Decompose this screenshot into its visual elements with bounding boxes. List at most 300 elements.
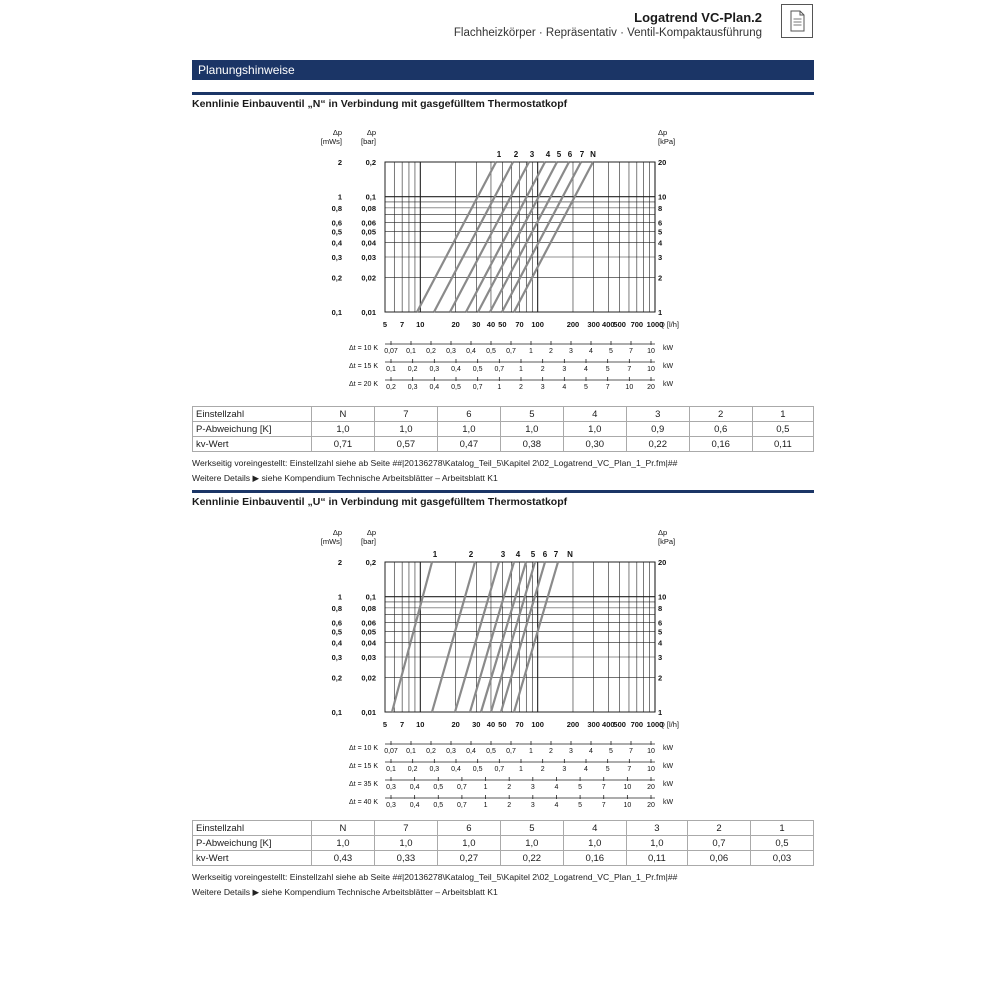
heat-scale-tick-label: 7 [601, 784, 606, 791]
curve-label: N [567, 550, 573, 559]
curve-label: 2 [468, 550, 474, 559]
tick-label-bar: 0,01 [361, 708, 376, 717]
table-cell: 0,43 [312, 851, 375, 866]
curve-label: 7 [553, 550, 559, 559]
heat-scale-tick-label: 0,3 [407, 384, 418, 391]
table-cell: 0,27 [437, 851, 500, 866]
tick-label-kpa: 8 [658, 603, 663, 613]
heat-scale-tick-label: 0,07 [384, 748, 398, 755]
tick-label-q: 300 [587, 720, 600, 729]
table-cell: 0,5 [752, 422, 813, 437]
heat-scale-tick-label: 5 [578, 784, 583, 791]
tick-label-q: 700 [630, 320, 644, 329]
heat-scale-tick-label: 0,4 [451, 766, 461, 773]
tick-label-q: 20 [451, 320, 460, 329]
table-cell: 1,0 [500, 836, 563, 851]
table-cell: 0,03 [750, 851, 813, 866]
heat-scale-tick-label: 0,7 [457, 802, 467, 809]
tick-label-kpa: 3 [658, 252, 663, 262]
heat-scale-tick-label: 0,7 [506, 348, 516, 355]
curve-label: 5 [530, 550, 536, 559]
tick-label-q: 200 [566, 720, 580, 729]
heat-scale-tick-label: 0,2 [426, 348, 436, 355]
heat-scale-tick-label: 2 [549, 748, 553, 755]
tick-label-q: 40 [486, 720, 496, 729]
tick-label-kpa: 8 [658, 203, 663, 213]
table-cell: 0,47 [437, 437, 500, 452]
tick-label-q: 500 [613, 720, 626, 729]
heat-scale-tick-label: 0,5 [433, 802, 444, 809]
curve-label: 6 [542, 550, 548, 559]
heat-scale-unit: kW [663, 381, 674, 388]
heat-scale-tick-label: 3 [540, 384, 545, 391]
heat-scale-tick-label: 0,1 [406, 348, 416, 355]
curve-line [432, 562, 475, 712]
heat-scale-label: Δt = 40 K [349, 799, 378, 806]
curve-label: N [590, 150, 596, 159]
axis-header: Δp [658, 528, 668, 537]
curve-label: 1 [432, 550, 438, 559]
tick-label-q: 7 [400, 320, 405, 329]
curve-label: 2 [513, 150, 519, 159]
heat-scale-tick-label: 5 [609, 348, 613, 355]
document-title: Logatrend VC-Plan.2 [634, 10, 762, 25]
table-cell: 1,0 [374, 836, 437, 851]
heat-scale-tick-label: 0,3 [429, 366, 440, 373]
chart-1-table [192, 406, 814, 452]
heat-scale-tick-label: 20 [647, 784, 655, 791]
tick-label-q: 10 [416, 720, 425, 729]
table-cell: 4 [563, 407, 626, 422]
table-cell: 3 [626, 407, 689, 422]
heat-scale-tick-label: 7 [601, 802, 606, 809]
table-row [193, 407, 814, 422]
table-cell: 1 [750, 821, 813, 836]
heat-scale-tick-label: 7 [627, 366, 632, 373]
heat-scale-tick-label: 1 [529, 748, 533, 755]
tick-label-q: 100 [531, 720, 544, 729]
tick-label-bar: 0,04 [361, 638, 376, 648]
tick-label-q: 70 [515, 720, 524, 729]
tick-label-kpa: 5 [658, 627, 663, 637]
heat-scale-tick-label: 0,5 [433, 784, 444, 791]
table-cell: 0,57 [374, 437, 437, 452]
heat-scale-tick-label: 0,4 [409, 784, 420, 791]
heat-scale-tick-label: 0,4 [409, 802, 420, 809]
table-cell: 7 [374, 407, 437, 422]
heat-scale-tick-label: 5 [584, 384, 588, 391]
table-cell: 1,0 [312, 836, 375, 851]
heat-scale-tick-label: 2 [519, 384, 523, 391]
heat-scale-tick-label: 3 [569, 748, 573, 755]
tick-label-mws: 1 [337, 592, 342, 602]
curve-line [491, 562, 535, 712]
heat-scale-label: Δt = 10 K [349, 745, 378, 752]
heat-scale-tick-label: 0,5 [486, 748, 496, 755]
heat-scale-tick-label: 0,5 [472, 766, 483, 773]
heat-scale-tick-label: 10 [647, 366, 655, 373]
heat-scale-tick-label: 0,2 [386, 384, 396, 391]
axis-header: Δp [658, 128, 668, 137]
heat-scale-tick-label: 0,3 [446, 748, 456, 755]
heat-scale-tick-label: 0,7 [472, 384, 483, 391]
table-cell: 3 [626, 821, 687, 836]
curve-label: 3 [500, 550, 506, 559]
heat-scale-tick-label: 0,2 [426, 748, 436, 755]
tick-label-mws: 0,8 [331, 603, 342, 613]
table-row-label: P-Abweichung [K] [193, 836, 312, 851]
table-cell: 1,0 [563, 836, 626, 851]
heat-scale-tick-label: 0,5 [486, 348, 496, 355]
table-cell: 0,33 [374, 851, 437, 866]
heat-scale-tick-label: 0,3 [386, 802, 396, 809]
tick-label-bar: 0,02 [361, 273, 376, 283]
table-row [193, 836, 814, 851]
heat-scale-tick-label: 0,4 [466, 748, 476, 755]
tick-label-bar: 0,08 [361, 603, 376, 613]
heat-scale-tick-label: 10 [623, 784, 632, 791]
tick-label-bar: 0,01 [361, 308, 376, 317]
tick-label-kpa: 2 [658, 273, 663, 283]
table-cell: 0,30 [563, 437, 626, 452]
table-cell: 1,0 [437, 836, 500, 851]
heat-scale-tick-label: 20 [647, 802, 655, 809]
table-cell: 5 [500, 407, 563, 422]
heat-scale-unit: kW [663, 763, 674, 770]
heat-scale-tick-label: 0,2 [407, 366, 418, 373]
heat-scale-tick-label: 7 [629, 348, 633, 355]
curve-line [392, 562, 432, 712]
heat-scale-tick-label: 10 [647, 766, 655, 773]
chart-2-note-details: Weitere Details ▶ siehe Kompendium Technische Arbeitsblätter – Arbeitsblatt K1 [192, 887, 498, 897]
table-cell: 0,5 [750, 836, 813, 851]
heat-scale-unit: kW [663, 781, 674, 788]
tick-label-bar: 0,05 [361, 627, 376, 637]
tick-label-bar: 0,1 [365, 192, 376, 202]
tick-label-mws: 0,1 [331, 708, 342, 717]
table-row-label: kv-Wert [193, 851, 312, 866]
table-cell: 0,06 [687, 851, 750, 866]
table-cell: 2 [689, 407, 752, 422]
tick-label-kpa: 10 [658, 192, 667, 202]
tick-label-q: 40 [486, 320, 496, 329]
heat-scale-tick-label: 0,5 [451, 384, 461, 391]
tick-label-q: 200 [566, 320, 580, 329]
table-cell: 1,0 [626, 836, 687, 851]
table-cell: 1,0 [374, 422, 437, 437]
axis-header: [bar] [360, 537, 376, 546]
heat-scale-tick-label: 0,07 [384, 348, 398, 355]
heat-scale-tick-label: 0,7 [494, 366, 505, 373]
curve-line [417, 162, 496, 312]
heat-scale-unit: kW [663, 345, 674, 352]
heat-scale-unit: kW [663, 745, 674, 752]
heat-scale-tick-label: 1 [483, 784, 488, 791]
tick-label-q: 500 [613, 320, 626, 329]
table-cell: 0,16 [689, 437, 752, 452]
chart-2-diagram [300, 522, 700, 812]
heat-scale-tick-label: 10 [625, 384, 634, 391]
tick-label-bar: 0,04 [361, 238, 376, 248]
axis-header: Δp [366, 128, 376, 137]
chart-2-note-preset: Werkseitig voreingestellt: Einstellzahl siehe ab Seite ##|20136278\Katalog_Teil_5\Kapitel 2\02_Logatrend_VC_Plan_1_Pr.fm|## [192, 872, 678, 882]
tick-label-mws: 0,4 [331, 238, 342, 248]
tick-label-mws: 0,8 [331, 203, 342, 213]
tick-label-kpa: 20 [658, 158, 667, 167]
tick-label-kpa: 5 [658, 227, 663, 237]
table-cell: 7 [374, 821, 437, 836]
tick-label-q: 7 [400, 720, 405, 729]
tick-label-bar: 0,03 [361, 652, 376, 662]
chart-1-note-details: Weitere Details ▶ siehe Kompendium Technische Arbeitsblätter – Arbeitsblatt K1 [192, 473, 498, 483]
heat-scale-tick-label: 0,3 [446, 348, 456, 355]
tick-label-kpa: 4 [658, 638, 663, 648]
document-subtitle: Flachheizkörper · Repräsentativ · Ventil-Kompaktausführung [453, 27, 762, 39]
axis-header: [bar] [360, 137, 376, 146]
table-cell: 1,0 [437, 422, 500, 437]
heat-scale-label: Δt = 15 K [349, 763, 378, 770]
tick-label-q: 300 [587, 320, 600, 329]
heat-scale-tick-label: 10 [647, 348, 655, 355]
chart-1-note-preset: Werkseitig voreingestellt: Einstellzahl siehe ab Seite ##|20136278\Katalog_Teil_5\Kapitel 2\02_Logatrend_VC_Plan_1_Pr.fm|## [192, 458, 678, 468]
table-row [193, 821, 814, 836]
tick-label-kpa: 6 [658, 218, 663, 228]
heat-scale-tick-label: 0,1 [386, 366, 396, 373]
heat-scale-tick-label: 7 [627, 766, 632, 773]
tick-label-mws: 2 [337, 158, 342, 167]
tick-label-kpa: 6 [658, 618, 663, 628]
heat-scale-label: Δt = 10 K [349, 345, 378, 352]
heat-scale-tick-label: 4 [562, 384, 567, 391]
heat-scale-tick-label: 0,4 [451, 366, 461, 373]
heat-scale-unit: kW [663, 363, 674, 370]
table-cell: 0,16 [563, 851, 626, 866]
chart-1-title: Kennlinie Einbauventil „N“ in Verbindung mit gasgefülltem Thermostatkopf [192, 92, 814, 110]
axis-header: [mWs] [320, 137, 342, 146]
chart-frame [385, 162, 655, 312]
tick-label-mws: 0,5 [331, 627, 342, 637]
table-cell: 1,0 [312, 422, 375, 437]
chart-2-title: Kennlinie Einbauventil „U“ in Verbindung mit gasgefülltem Thermostatkopf [192, 490, 814, 508]
curve-label: 3 [529, 150, 535, 159]
table-row-label: Einstellzahl [193, 821, 312, 836]
tick-label-kpa: 1 [658, 308, 663, 317]
table-cell: 0,6 [689, 422, 752, 437]
heat-scale-tick-label: 7 [629, 748, 633, 755]
tick-label-bar: 0,06 [361, 618, 376, 628]
tick-label-q: 5 [382, 320, 388, 329]
heat-scale-tick-label: 10 [647, 748, 655, 755]
curve-line [514, 162, 593, 312]
table-cell: N [312, 407, 375, 422]
tick-label-mws: 0,6 [331, 218, 342, 228]
curve-label: 4 [545, 150, 551, 159]
tick-label-mws: 0,3 [331, 252, 342, 262]
tick-label-kpa: 3 [658, 652, 663, 662]
tick-label-q: 400 [602, 320, 615, 329]
table-cell: 0,9 [626, 422, 689, 437]
heat-scale-tick-label: 4 [584, 766, 588, 773]
heat-scale-tick-label: 3 [569, 348, 573, 355]
tick-label-q: 1000 [646, 720, 664, 729]
heat-scale-tick-label: 0,7 [494, 766, 505, 773]
table-row-label: P-Abweichung [K] [193, 422, 312, 437]
table-cell: 1,0 [563, 422, 626, 437]
table-cell: N [312, 821, 375, 836]
heat-scale-tick-label: 7 [605, 384, 610, 391]
curve-line [514, 562, 558, 712]
document-icon [781, 4, 813, 38]
table-cell: 0,38 [500, 437, 563, 452]
tick-label-kpa: 20 [658, 558, 667, 567]
heat-scale-tick-label: 4 [584, 366, 588, 373]
heat-scale-tick-label: 20 [647, 384, 655, 391]
curve-label: 1 [496, 150, 502, 159]
heat-scale-tick-label: 3 [530, 802, 535, 809]
heat-scale-tick-label: 2 [540, 366, 545, 373]
axis-unit-q: Q [l/h] [659, 720, 680, 729]
section-band: Planungshinweise [192, 60, 814, 80]
table-cell: 6 [437, 407, 500, 422]
table-cell: 5 [500, 821, 563, 836]
heat-scale-tick-label: 3 [562, 366, 567, 373]
heat-scale-tick-label: 5 [605, 766, 610, 773]
heat-scale-label: Δt = 35 K [349, 781, 378, 788]
tick-label-mws: 1 [337, 192, 342, 202]
tick-label-mws: 0,5 [331, 227, 342, 237]
tick-label-q: 70 [515, 320, 524, 329]
heat-scale-tick-label: 0,4 [429, 384, 440, 391]
table-cell: 6 [437, 821, 500, 836]
heat-scale-tick-label: 4 [589, 748, 593, 755]
table-cell: 0,71 [312, 437, 375, 452]
axis-unit-q: Q [l/h] [659, 320, 680, 329]
table-row [193, 437, 814, 452]
tick-label-mws: 0,4 [331, 638, 342, 648]
tick-label-kpa: 10 [658, 592, 667, 602]
tick-label-q: 30 [472, 320, 481, 329]
heat-scale-label: Δt = 20 K [349, 381, 378, 388]
table-row [193, 851, 814, 866]
heat-scale-tick-label: 0,3 [429, 766, 440, 773]
tick-label-kpa: 4 [658, 238, 663, 248]
curve-label: 5 [556, 150, 562, 159]
chart-1-diagram [300, 122, 700, 397]
heat-scale-tick-label: 4 [554, 802, 559, 809]
heat-scale-tick-label: 0,1 [386, 766, 396, 773]
heat-scale-tick-label: 0,7 [506, 748, 516, 755]
tick-label-bar: 0,2 [365, 558, 376, 567]
heat-scale-tick-label: 2 [549, 348, 553, 355]
tick-label-q: 700 [630, 720, 644, 729]
heat-scale-tick-label: 1 [519, 766, 523, 773]
axis-header: Δp [332, 128, 342, 137]
heat-scale-tick-label: 2 [507, 802, 512, 809]
tick-label-mws: 0,2 [331, 673, 342, 683]
heat-scale-tick-label: 5 [605, 366, 610, 373]
table-cell: 1,0 [500, 422, 563, 437]
tick-label-kpa: 1 [658, 708, 663, 717]
axis-header: [kPa] [658, 537, 676, 546]
axis-header: Δp [366, 528, 376, 537]
curve-label: 6 [567, 150, 573, 159]
tick-label-q: 50 [498, 320, 507, 329]
tick-label-mws: 2 [337, 558, 342, 567]
heat-scale-tick-label: 1 [529, 348, 533, 355]
tick-label-bar: 0,03 [361, 252, 376, 262]
tick-label-mws: 0,2 [331, 273, 342, 283]
heat-scale-tick-label: 4 [554, 784, 559, 791]
heat-scale-label: Δt = 15 K [349, 363, 378, 370]
heat-scale-tick-label: 3 [562, 766, 567, 773]
table-cell: 2 [687, 821, 750, 836]
axis-header: [kPa] [658, 137, 676, 146]
axis-header: Δp [332, 528, 342, 537]
tick-label-q: 100 [531, 320, 544, 329]
heat-scale-tick-label: 0,1 [406, 748, 416, 755]
heat-scale-tick-label: 3 [530, 784, 535, 791]
table-cell: 0,22 [500, 851, 563, 866]
tick-label-q: 10 [416, 320, 425, 329]
axis-header: [mWs] [320, 537, 342, 546]
table-cell: 0,11 [752, 437, 813, 452]
tick-label-q: 5 [382, 720, 388, 729]
heat-scale-tick-label: 0,4 [466, 348, 476, 355]
curve-label: 7 [579, 150, 585, 159]
chart-2-table [192, 820, 814, 866]
tick-label-bar: 0,08 [361, 203, 376, 213]
tick-label-q: 400 [602, 720, 615, 729]
tick-label-bar: 0,2 [365, 158, 376, 167]
heat-scale-tick-label: 2 [507, 784, 512, 791]
table-cell: 1 [752, 407, 813, 422]
heat-scale-tick-label: 0,3 [386, 784, 396, 791]
tick-label-bar: 0,06 [361, 218, 376, 228]
heat-scale-tick-label: 4 [589, 348, 593, 355]
curve-label: 4 [515, 550, 521, 559]
heat-scale-tick-label: 0,7 [457, 784, 467, 791]
tick-label-mws: 0,3 [331, 652, 342, 662]
table-cell: 4 [563, 821, 626, 836]
tick-label-bar: 0,02 [361, 673, 376, 683]
heat-scale-tick-label: 2 [540, 766, 545, 773]
tick-label-mws: 0,6 [331, 618, 342, 628]
tick-label-q: 20 [451, 720, 460, 729]
table-cell: 0,22 [626, 437, 689, 452]
heat-scale-unit: kW [663, 799, 674, 806]
heat-scale-tick-label: 0,5 [472, 366, 483, 373]
table-cell: 0,11 [626, 851, 687, 866]
heat-scale-tick-label: 0,2 [407, 766, 418, 773]
table-row-label: Einstellzahl [193, 407, 312, 422]
tick-label-q: 1000 [646, 320, 664, 329]
heat-scale-tick-label: 1 [497, 384, 502, 391]
tick-label-q: 30 [472, 720, 481, 729]
curve-line [502, 162, 581, 312]
tick-label-mws: 0,1 [331, 308, 342, 317]
tick-label-bar: 0,1 [365, 592, 376, 602]
heat-scale-tick-label: 5 [578, 802, 583, 809]
table-cell: 0,7 [687, 836, 750, 851]
tick-label-bar: 0,05 [361, 227, 376, 237]
heat-scale-tick-label: 5 [609, 748, 613, 755]
tick-label-q: 50 [498, 720, 507, 729]
tick-label-kpa: 2 [658, 673, 663, 683]
table-row [193, 422, 814, 437]
heat-scale-tick-label: 10 [623, 802, 632, 809]
heat-scale-tick-label: 1 [519, 366, 523, 373]
table-row-label: kv-Wert [193, 437, 312, 452]
